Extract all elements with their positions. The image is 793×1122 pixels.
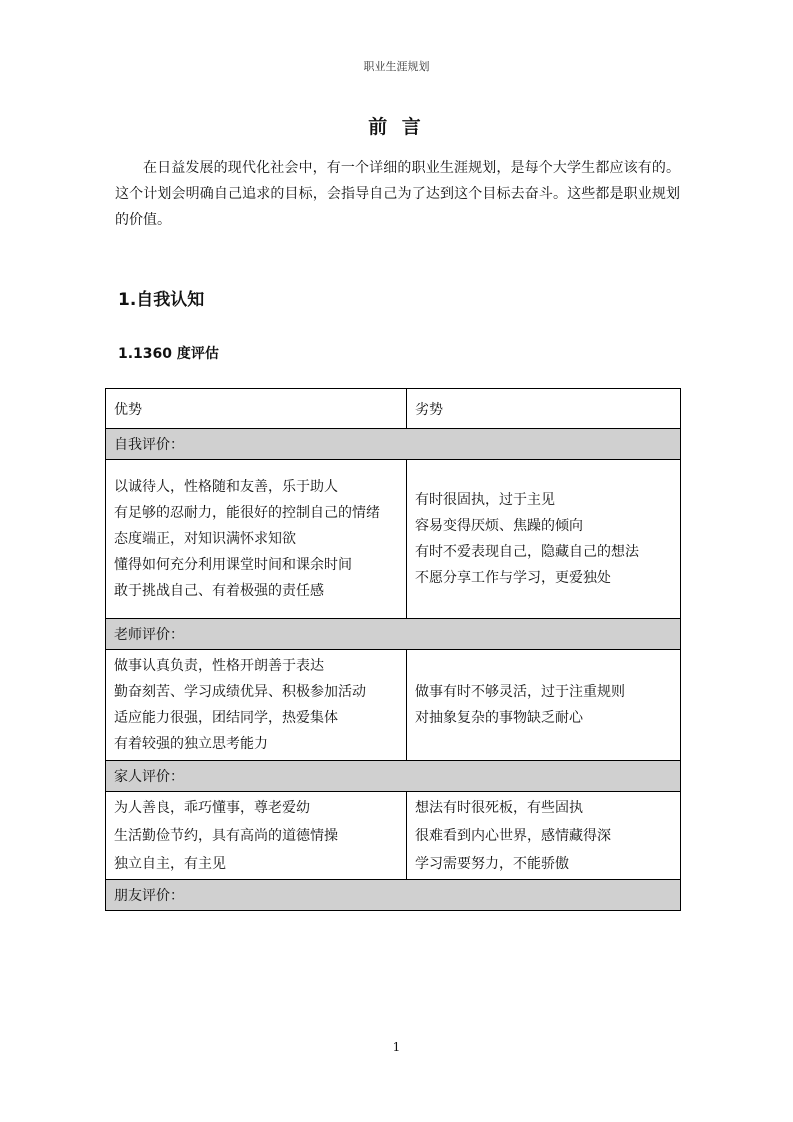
list-item: 很难看到内心世界，感情藏得深 — [415, 827, 611, 844]
evaluation-table — [105, 388, 681, 911]
page-title: 前 言 — [368, 116, 425, 138]
column-header-strengths: 优势 — [106, 389, 407, 429]
list-item: 为人善良，乖巧懂事，尊老爱幼 — [114, 799, 310, 816]
list-item: 有着较强的独立思考能力 — [114, 736, 268, 752]
list-item: 有时不爱表现自己，隐藏自己的想法 — [415, 544, 639, 560]
list-item: 有时很固执，过于主见 — [415, 492, 555, 508]
strengths-cell — [106, 460, 407, 619]
strengths-cell — [106, 792, 407, 880]
list-item: 适应能力很强，团结同学，热爱集体 — [114, 710, 338, 726]
section-label-family: 家人评价： — [106, 761, 681, 792]
table-header-row — [106, 389, 681, 429]
section-label-teacher: 老师评价： — [106, 619, 681, 650]
subsection-heading-360-evaluation: 1.1360 度评估 — [118, 346, 219, 362]
list-item: 对抽象复杂的事物缺乏耐心 — [415, 710, 583, 726]
table-row — [106, 460, 681, 619]
weaknesses-cell — [407, 650, 681, 761]
weaknesses-cell — [407, 460, 681, 619]
weaknesses-cell — [407, 792, 681, 880]
table-section-row — [106, 429, 681, 460]
list-item: 懂得如何充分利用课堂时间和课余时间 — [114, 557, 352, 573]
list-item: 勤奋刻苦、学习成绩优异、积极参加活动 — [114, 684, 366, 700]
table-section-row — [106, 880, 681, 911]
list-item: 态度端正，对知识满怀求知欲 — [114, 531, 296, 547]
list-item: 敢于挑战自己、有着极强的责任感 — [114, 583, 324, 599]
list-item: 有足够的忍耐力，能很好的控制自己的情绪 — [114, 505, 380, 521]
list-item: 做事认真负责，性格开朗善于表达 — [114, 658, 324, 674]
list-item: 想法有时很死板，有些固执 — [415, 799, 583, 816]
section-label-self: 自我评价： — [106, 429, 681, 460]
list-item: 容易变得厌烦、焦躁的倾向 — [415, 518, 583, 534]
intro-paragraph: 在日益发展的现代化社会中，有一个详细的职业生涯规划，是每个大学生都应该有的。这个计划会明确自己追求的目标，会指导自己为了达到这个目标去奋斗。这些都是职业规划的价值。 — [115, 160, 680, 228]
section-heading-self-awareness: 1.自我认知 — [118, 290, 205, 310]
list-item: 不愿分享工作与学习，更爱独处 — [415, 570, 611, 586]
table-section-row — [106, 619, 681, 650]
table-row — [106, 792, 681, 880]
list-item: 生活勤俭节约，具有高尚的道德情操 — [114, 827, 338, 844]
table-row — [106, 650, 681, 761]
list-item: 做事有时不够灵活，过于注重规则 — [415, 684, 625, 700]
page-header: 职业生涯规划 — [363, 60, 430, 73]
section-label-friends: 朋友评价： — [106, 880, 681, 911]
list-item: 以诚待人，性格随和友善，乐于助人 — [114, 479, 338, 495]
strengths-cell — [106, 650, 407, 761]
page-number: 1 — [392, 1040, 401, 1054]
list-item: 独立自主，有主见 — [114, 855, 226, 872]
list-item: 学习需要努力，不能骄傲 — [415, 855, 569, 872]
table-section-row — [106, 761, 681, 792]
column-header-weaknesses: 劣势 — [407, 389, 681, 429]
